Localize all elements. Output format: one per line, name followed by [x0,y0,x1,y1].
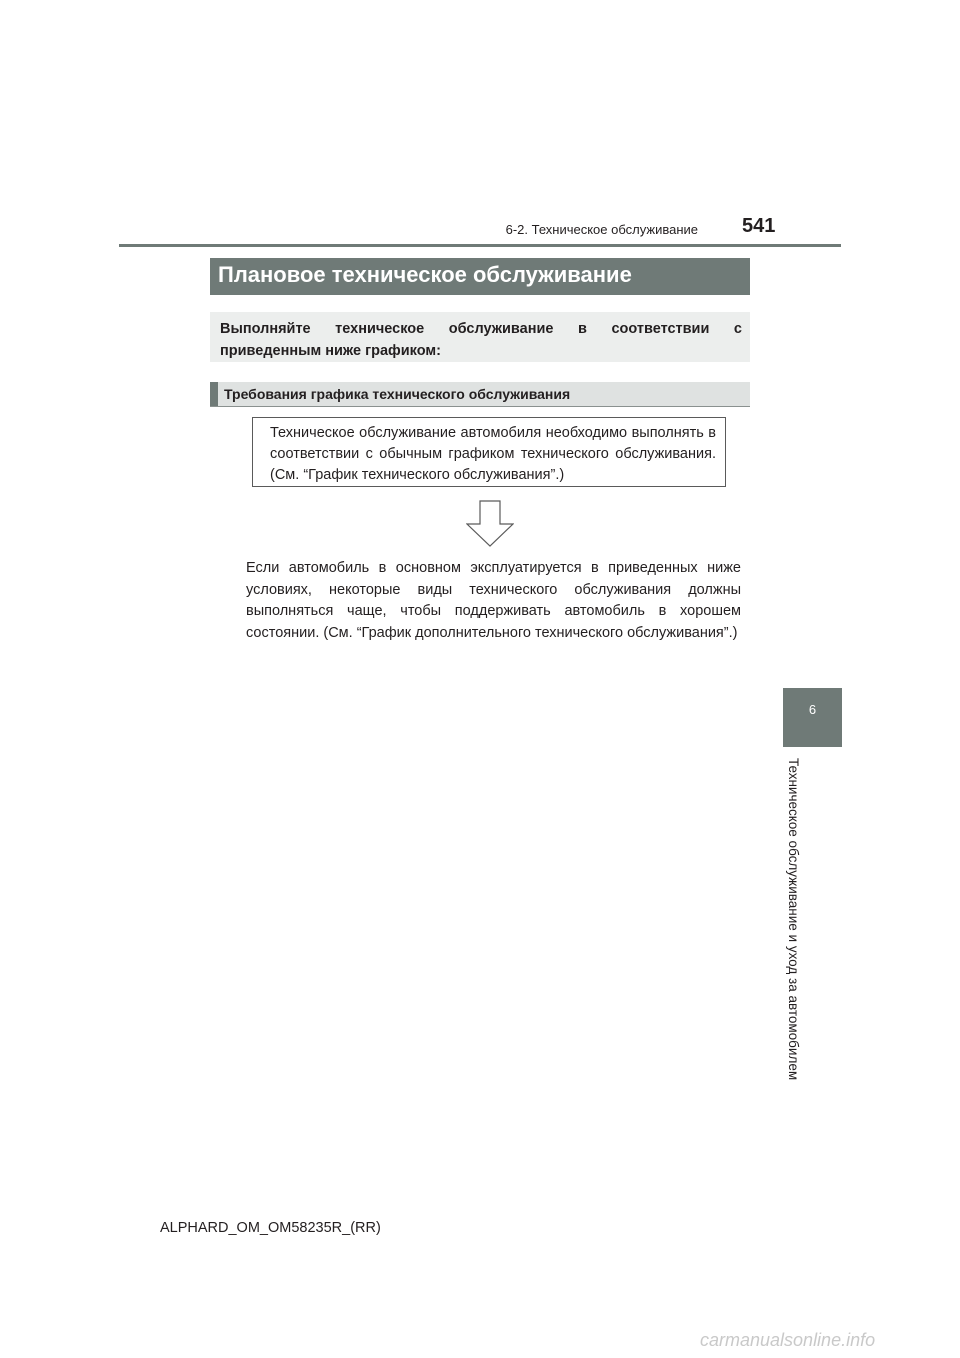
down-arrow-outline-icon [466,500,514,548]
watermark: carmanualsonline.info [700,1330,876,1350]
section-title-band [210,258,750,295]
footer-code: ALPHARD_OM_OM58235R_(RR) [160,1220,381,1236]
page-number: 541 [742,215,776,237]
schedule-note-text: Техническое обслуживание автомобиля необходимо выполнять в соответствии с обычным графиком технического обслуживания. (См. “График технического обслуживания”.) [270,425,716,483]
intro-text: Выполняйте техническое обслуживание в соответствии с приведенным ниже графиком: [220,321,742,359]
intro-box [210,312,750,362]
subheading-band [210,382,750,407]
body-paragraph: Если автомобиль в основном эксплуатируется в приведенных ниже условиях, некоторые виды технического обслуживания должны выполняться чаще, чтобы поддерживать автомобиль в хорошем состоянии. (См. “График дополнительного технического обслуживания”.) [246,560,741,641]
schedule-note-box [252,417,726,487]
subheading-accent [210,382,218,406]
chapter-side-label: Техническое обслуживание и уход за автомобилем [786,758,801,1081]
chapter-side-label-wrap [784,758,808,1081]
chapter-tab [783,688,842,747]
subheading: Требования графика технического обслуживания [224,386,571,402]
page-title: Плановое техническое обслуживание [218,262,632,287]
header-section-title: 6-2. Техническое обслуживание [505,222,698,237]
header-divider [119,244,841,247]
chapter-number: 6 [808,702,817,717]
